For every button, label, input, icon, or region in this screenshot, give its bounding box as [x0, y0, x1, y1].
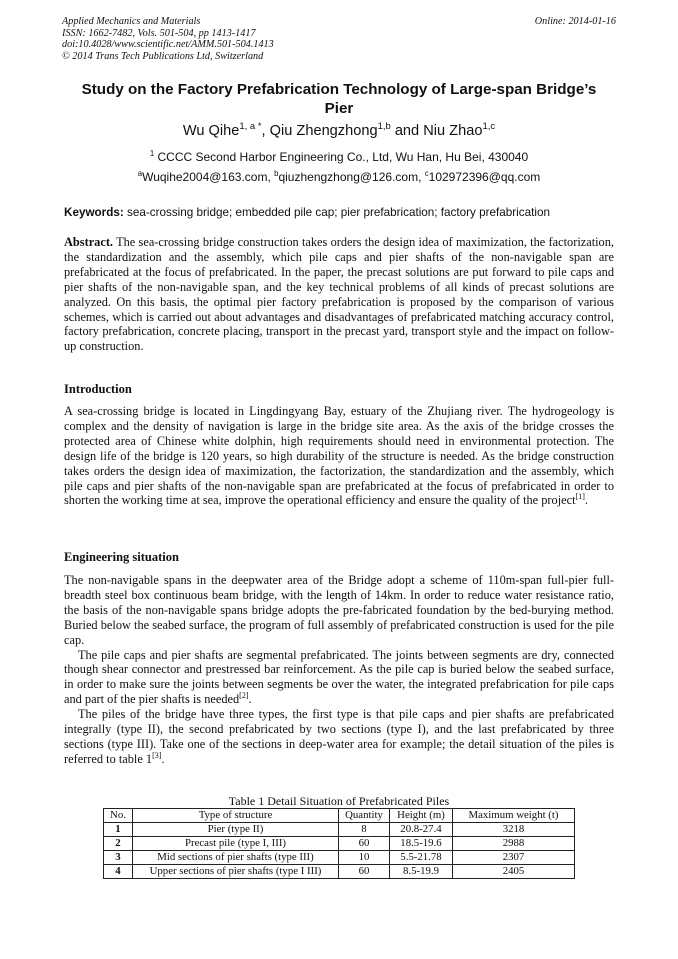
author-2: Qiu Zhengzhong	[269, 123, 378, 139]
author-list	[62, 122, 616, 140]
table-cell: 5.5-21.78	[390, 851, 453, 865]
copyright-line: © 2014 Trans Tech Publications Ltd, Switzerland	[62, 50, 264, 62]
table-header-row	[104, 809, 575, 823]
engineering-p3-end: .	[161, 751, 165, 766]
keywords	[64, 206, 618, 220]
table-cell: Precast pile (type I, III)	[133, 837, 339, 851]
introduction-body	[64, 404, 614, 508]
email-a-sup: a	[137, 169, 143, 178]
email-b-sup: b	[274, 169, 279, 178]
title-line-2: Pier	[324, 100, 354, 117]
engineering-p1: The non-navigable spans in the deepwater area of the Bridge adopt a scheme of 110m-span full-pier full-breadth steel box continuous beam bridge, with the length of 14km. In order to reduce water resistance ratio, the basis of the non-navigable spans bridge adopts the pre-fabricated foundation by the bed-burying method. Buried below the seabed surface, the program of full assembly of prefabricated construction is used for the pile cap.	[64, 573, 614, 647]
table-header-cell: Type of structure	[133, 809, 339, 823]
table-cell: 20.8-27.4	[390, 823, 453, 837]
table-header-cell: No.	[104, 809, 133, 823]
table-cell: Mid sections of pier shafts (type III)	[133, 851, 339, 865]
email-a[interactable]: Wuqihe2004@163.com,	[142, 170, 275, 184]
table-cell: 8	[339, 823, 390, 837]
engineering-p3: The piles of the bridge have three types, the first type is that pile caps and pier shafts are prefabricated integrally (type II), the second prefabricated by two sections (type I), and the last prefabricated by three sections (type III). Take one of the sections in deep-water area for example; the detail situation of the piles is referred to table 1	[64, 707, 614, 766]
table-cell: 4	[104, 865, 133, 879]
table-caption: Table 1 Detail Situation of Prefabricated Piles	[228, 794, 450, 808]
author-sep-2: and	[390, 123, 424, 139]
table-cell: Pier (type II)	[133, 823, 339, 837]
table-cell: 3	[104, 851, 133, 865]
author-1-sup: 1, a *	[239, 121, 262, 133]
table-header-cell: Height (m)	[390, 809, 453, 823]
paper-title	[62, 80, 616, 118]
table-row	[104, 823, 575, 837]
table-header-cell: Maximum weight (t)	[453, 809, 575, 823]
email-c-sup: c	[424, 169, 429, 178]
pile-table	[103, 808, 575, 879]
engineering-heading: Engineering situation	[64, 550, 179, 564]
abstract-text: The sea-crossing bridge construction takes orders the design idea of maximization, the factorization, the standardization and the assembly, which pile caps and pier shafts of the non-navigable span are prefabricated at the focus of prefabricated. In the paper, the precast solutions are put forward to pile caps and pier shafts of the non-navigable span, and the key technical problems of all kinds of precast solutions are analyzed. On this basis, the optimal pier factory prefabrication is proposed by the comparison of various schemes, which is carried out about advantages and disadvantages of prefabricated matching accuracy control, factory prefabrication, concrete placing, transport in the precast yard, transport style and the impact on follow-up construction.	[64, 235, 614, 354]
ref-2[interactable]: [2]	[239, 691, 249, 701]
table-cell: 2405	[453, 865, 575, 879]
introduction-text: A sea-crossing bridge is located in Lingdingyang Bay, estuary of the Zhujiang river. The hydrogeology is complex and the density of navigation is large in the bridge site area. As the axis of the bridge crosses the protected area of Chinese white dolphin, high requirements should need in environmental protection. The design life of the bridge is 120 years, so high durability of the structure is needed. As the bridge construction takes orders the design idea of maximization, the factorization, the standardization and the assembly, which pile caps and pier shafts of the non-navigable span are prefabricated at the focus of prefabricated in order to shorten the working time at sea, improve the operational efficiency and ensure the quality of the project	[64, 404, 614, 508]
table-cell: 1	[104, 823, 133, 837]
engineering-p2-end: .	[248, 692, 252, 707]
author-2-sup: 1,b	[377, 121, 391, 133]
table-cell: 2307	[453, 851, 575, 865]
ref-3[interactable]: [3]	[152, 750, 162, 760]
email-b[interactable]: qiuzhengzhong@126.com,	[278, 170, 425, 184]
abstract-label: Abstract.	[64, 235, 114, 249]
engineering-p2: The pile caps and pier shafts are segmental prefabricated. The joints between segments are dry, connected though shear connector and prestressed bar reinforcement. As the pile cap is buried below the seabed surface, in order to make sure the joints between segments be over the water, the integrated prefabrication for pile caps and part of the pier shafts is needed	[64, 647, 614, 707]
table-row	[104, 851, 575, 865]
table-cell: 8.5-19.9	[390, 865, 453, 879]
table-row	[104, 865, 575, 879]
online-date: Online: 2014-01-16	[534, 16, 616, 27]
doi-line: doi:10.4028/www.scientific.net/AMM.501-504.1413	[62, 39, 274, 51]
email-c[interactable]: 102972396@qq.com	[428, 170, 541, 184]
author-sep-1: ,	[261, 123, 270, 139]
affiliation	[62, 150, 616, 164]
keywords-text: sea-crossing bridge; embedded pile cap; pier prefabrication; factory prefabrication	[123, 206, 550, 219]
author-emails	[62, 170, 616, 184]
table-cell: 10	[339, 851, 390, 865]
introduction-heading: Introduction	[64, 382, 132, 396]
table-cell: 3218	[453, 823, 575, 837]
author-3-sup: 1,c	[482, 121, 496, 133]
table-cell: 60	[339, 865, 390, 879]
table-cell: 18.5-19.6	[390, 837, 453, 851]
affiliation-text: CCCC Second Harbor Engineering Co., Ltd, Wu Han, Hu Bei, 430040	[154, 150, 529, 164]
table-header-cell: Quantity	[339, 809, 390, 823]
keywords-label: Keywords:	[64, 206, 124, 219]
engineering-body	[64, 573, 614, 767]
author-3: Niu Zhao	[423, 123, 483, 139]
table-cell: Upper sections of pier shafts (type I III)	[133, 865, 339, 879]
affiliation-sup: 1	[149, 149, 155, 158]
journal-name: Applied Mechanics and Materials	[62, 16, 201, 27]
author-1: Wu Qihe	[182, 123, 240, 139]
abstract	[64, 235, 614, 354]
table-cell: 2	[104, 837, 133, 851]
table-row	[104, 837, 575, 851]
title-line-1: Study on the Factory Prefabrication Technology of Large-span Bridge’s	[81, 81, 597, 98]
ref-1[interactable]: [1]	[575, 492, 585, 502]
table-cell: 60	[339, 837, 390, 851]
table-cell: 2988	[453, 837, 575, 851]
issn-line: ISSN: 1662-7482, Vols. 501-504, pp 1413-1417	[62, 27, 256, 39]
introduction-end: .	[584, 493, 588, 508]
journal-header	[62, 16, 616, 62]
